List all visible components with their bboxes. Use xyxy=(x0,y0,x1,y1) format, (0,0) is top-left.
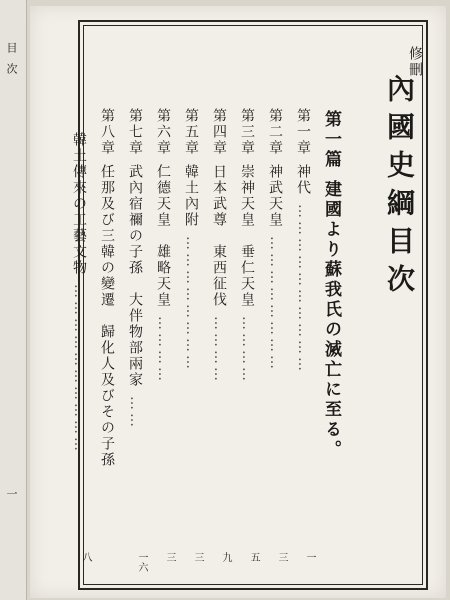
part-title: 建國より蘇我氏の滅亡に至る。 xyxy=(321,180,341,460)
leader-dots: ………… xyxy=(211,316,227,384)
chapter-page: 三 xyxy=(164,552,175,562)
leader-dots: ………………………… xyxy=(295,204,311,374)
chapter-number: 第八章 xyxy=(99,108,115,156)
leader-dots: ………… xyxy=(155,316,171,384)
toc-frame xyxy=(71,20,428,590)
chapter-number: 第六章 xyxy=(155,108,171,156)
chapter-entry xyxy=(212,108,226,384)
margin-page-number: 一 xyxy=(5,488,18,499)
chapter-entry xyxy=(296,108,310,374)
chapter-title: 神代 xyxy=(295,164,311,196)
chapter-title: 武內宿禰の子孫 大伴物部兩家 xyxy=(127,164,143,388)
part-heading xyxy=(322,110,339,460)
edition-label: 修刪 xyxy=(407,46,423,78)
leader-dots: …………………… xyxy=(267,236,283,372)
chapter-page: 三 xyxy=(276,552,287,562)
chapter-title: 仁德天皇 雄略天皇 xyxy=(155,164,171,308)
chapter-number: 第五章 xyxy=(183,108,199,156)
chapter-title: 韓土內附 xyxy=(183,164,199,228)
chapter-entry xyxy=(240,108,254,384)
chapter-number: 第一章 xyxy=(295,108,311,156)
chapter-entry xyxy=(156,108,170,384)
chapter-number: 第四章 xyxy=(211,108,227,156)
chapter-number: 第二章 xyxy=(267,108,283,156)
chapter-number: 第七章 xyxy=(127,108,143,156)
chapter-page: 一 xyxy=(304,552,315,562)
chapter-entry xyxy=(128,108,142,430)
leader-dots: …… xyxy=(127,396,143,430)
chapter-title: 日本武尊 東西征伐 xyxy=(211,164,227,308)
chapter-entry xyxy=(100,108,114,468)
leader-dots: …………………… xyxy=(183,236,199,372)
chapter-page: 五 xyxy=(248,552,259,562)
chapter-subentry xyxy=(72,132,86,454)
chapter-page: 八 xyxy=(80,552,91,562)
chapter-title: 任那及び三韓の變遷 歸化人及びその子孫 xyxy=(99,164,115,468)
chapter-page: 九 xyxy=(220,552,231,562)
chapter-title: 神武天皇 xyxy=(267,164,283,228)
chapter-number: 第三章 xyxy=(239,108,255,156)
margin-strip xyxy=(0,0,27,600)
chapter-title: 崇神天皇 垂仁天皇 xyxy=(239,164,255,308)
chapter-entry xyxy=(268,108,282,372)
toc-page xyxy=(30,6,446,598)
chapter-entry xyxy=(184,108,198,372)
chapter-title: 韓土傳來の工藝文物 xyxy=(71,132,87,276)
chapter-page: 三 xyxy=(192,552,203,562)
chapter-page: 一六 xyxy=(136,552,147,572)
leader-dots: ………………………… xyxy=(71,284,87,454)
page-title: 內國史綱目次 xyxy=(383,74,416,302)
leader-dots: ………… xyxy=(239,316,255,384)
margin-title: 目次 xyxy=(5,42,18,84)
part-label: 第一篇 xyxy=(321,110,341,170)
